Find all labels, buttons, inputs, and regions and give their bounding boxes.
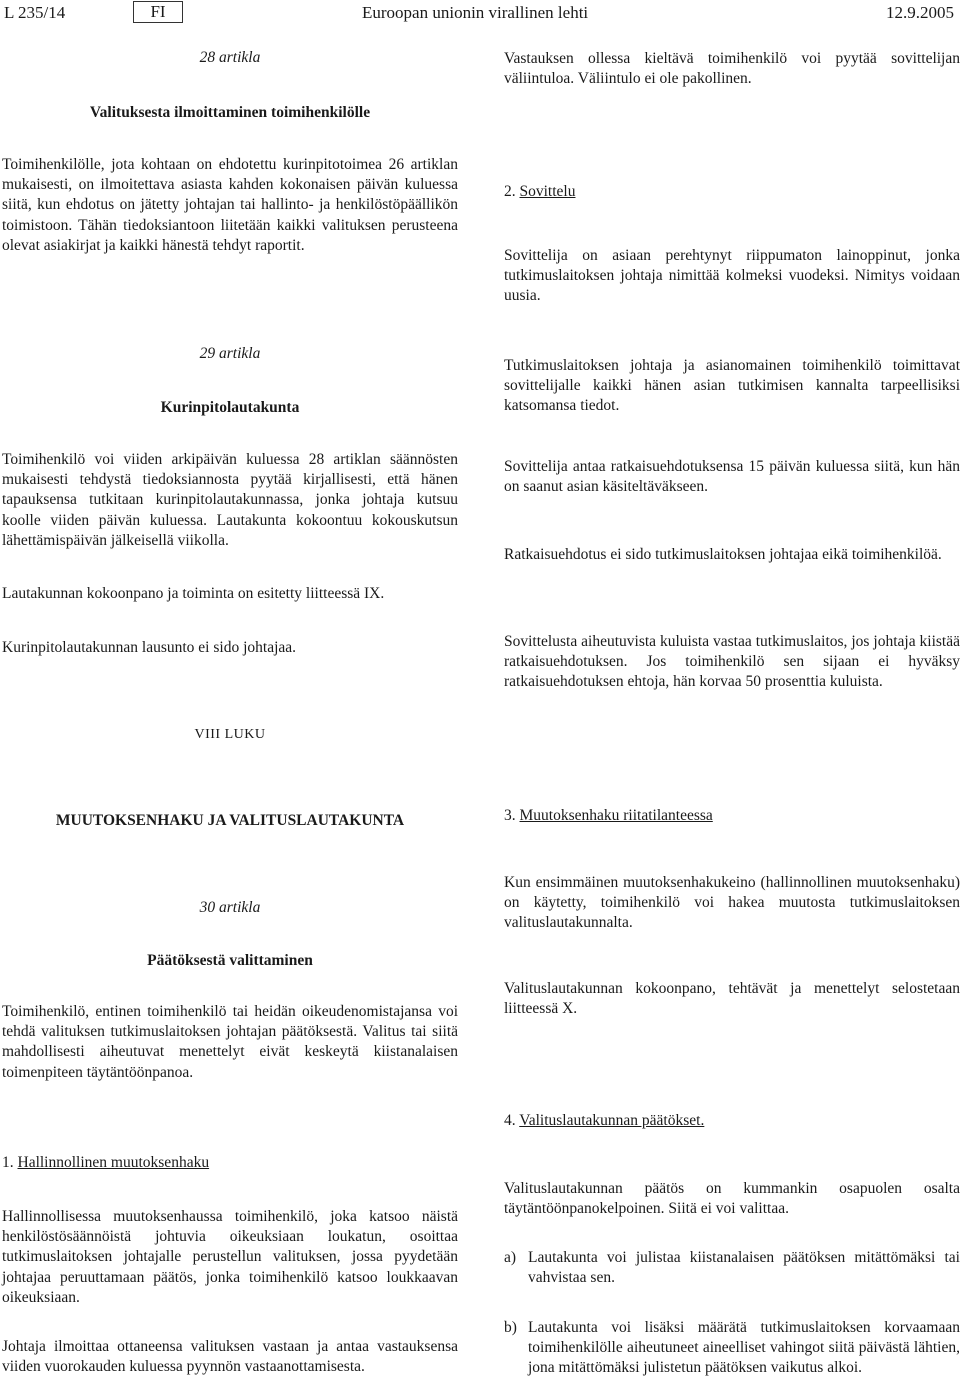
page-header — [0, 0, 960, 26]
article-29-number: 29 artikla — [199, 345, 261, 362]
list-item-a — [504, 1248, 960, 1288]
chapter-title: MUUTOKSENHAKU JA VALITUSLAUTAKUNTA — [55, 812, 405, 829]
list-item-b-text: Lautakunta voi lisäksi määrätä tutkimuslaitoksen korvaamaan toimihenkilölle aiheutuneet aineelliset vahingot siitä päivästä lähtien, jona mitättömäksi julistetun päätöksen vaikutus alkoi. — [528, 1319, 960, 1377]
section-3-title: Muutoksenhaku riitatilanteessa — [519, 807, 713, 824]
section-3-paragraph-2: Valituslautakunnan kokoonpano, tehtävät ja menettelyt selostetaan liitteessä X. — [504, 980, 960, 1018]
section-2-paragraph-5: Sovittelusta aiheutuvista kuluista vastaa tutkimuslaitos, jos johtaja kiistää ratkaisuehdotuksen. Jos toimihenkilö sen sijaan ei hyväksy ratkaisuehdotuksen ehtoja, hän korvaa 50 prosenttia kuluista. — [504, 633, 960, 691]
publication-date: 12.9.2005 — [886, 3, 954, 22]
section-2-paragraph-2: Tutkimuslaitoksen johtaja ja asianomainen toimihenkilö toimittavat sovittelijalle kaikki hänen asian tutkimisen kannalta tarpeellisiksi katsomansa tiedot. — [504, 357, 960, 415]
section-2-title: Sovittelu — [519, 183, 576, 200]
section-4-heading — [504, 1111, 960, 1131]
list-item-b-label: b) — [504, 1319, 517, 1336]
section-1-paragraph-1: Hallinnollisessa muutoksenhaussa toimihenkilö, joka katsoo näistä henkilöstösäännöistä johtuvia oikeuksiaan loukatun, osoittaa tutkimuslaitoksen johtajalle perustellun valituksen, jossa pyydetään johtajaa peruuttamaan päätös, jonka toimihenkilö katsoo loukkaavan oikeuksiaan. — [2, 1208, 458, 1306]
language-code-box: FI — [133, 1, 183, 23]
section-3-paragraph-1: Kun ensimmäinen muutoksenhakukeino (hallinnollinen muutoksenhaku) on käytetty, toimihenkilö voi hakea muutosta tutkimuslaitoksen valituslautakunnalta. — [504, 874, 960, 932]
section-2-paragraph-3: Sovittelija antaa ratkaisuehdotuksensa 15 päivän kuluessa siitä, kun hän on saanut asian käsiteltäväkseen. — [504, 458, 960, 496]
section-2-paragraph-4: Ratkaisuehdotus ei sido tutkimuslaitoksen johtajaa eikä toimihenkilöä. — [504, 546, 942, 563]
section-4-paragraph-1: Valituslautakunnan päätös on kummankin osapuolen osalta täytäntöönpanokelpoinen. Siitä ei voi valittaa. — [504, 1180, 960, 1218]
section-3-number: 3. — [504, 807, 516, 824]
chapter-number: VIII LUKU — [194, 727, 266, 742]
article-29-paragraph-1: Toimihenkilö voi viiden arkipäivän kuluessa 28 artiklan säännösten mukaisesti tehdystä tiedoksiannosta pyytää kirjallisesti, että hänen tapauksensa tutkitaan kurinpitolautakunnassa, jonka johtaja kutsuu koolle viiden päivän kuluessa. Lautakunta kokoontuu kokouskutsun lähettämispäivän jälkeisellä viikolla. — [2, 451, 458, 549]
list-item-b — [504, 1318, 960, 1379]
list-item-a-text: Lautakunta voi julistaa kiistanalaisen päätöksen mitättömäksi tai vahvistaa sen. — [528, 1249, 960, 1287]
article-28-title: Valituksesta ilmoittaminen toimihenkilölle — [89, 104, 371, 121]
section-4-number: 4. — [504, 1112, 516, 1129]
page-reference: L 235/14 — [4, 3, 66, 22]
article-29-paragraph-2: Lautakunnan kokoonpano ja toiminta on esitetty liitteessä IX. — [2, 585, 385, 602]
section-2-paragraph-1: Sovittelija on asiaan perehtynyt riippumaton lainoppinut, jonka tutkimuslaitoksen johtaja nimittää kolmeksi vuodeksi. Nimitys voidaan uusia. — [504, 247, 960, 305]
article-30-paragraph-1: Toimihenkilö, entinen toimihenkilö tai heidän oikeudenomistajansa voi tehdä valituksen tutkimuslaitoksen johtajan päätöksestä. Valitus tai siitä mahdollisesti aiheutuvat menettelyt eivät keskeytä kiistanalaisen toimenpiteen täytäntöönpanoa. — [2, 1003, 458, 1081]
mediation-intro-paragraph: Vastauksen ollessa kieltävä toimihenkilö voi pyytää sovittelijan väliintuloa. Väliintulo ei ole pakollinen. — [504, 50, 960, 88]
section-3-heading — [504, 806, 960, 826]
article-29-paragraph-3: Kurinpitolautakunnan lausunto ei sido johtajaa. — [2, 639, 297, 656]
section-4-title: Valituslautakunnan päätökset. — [519, 1112, 705, 1129]
section-1-paragraph-2: Johtaja ilmoittaa ottaneensa valituksen vastaan ja antaa vastauksensa viiden vuorokauden kuluessa pyynnön vastaanottamisesta. — [2, 1338, 458, 1376]
article-28-number: 28 artikla — [199, 49, 261, 66]
section-1-number: 1. — [2, 1154, 14, 1171]
article-28-text: Toimihenkilölle, jota kohtaan on ehdotettu kurinpitotoimea 26 artiklan mukaisesti, on ilmoitettava asiasta kahden kokonaisen päivän kuluessa siitä, kun ehdotus on jätetty johtajan tai hallinto- ja henkilöstöpäällikön toimistoon. Tähän tiedoksiantoon liitetään kaikki valituksen perusteena olevat asiakirjat ja kaikki hänestä tehdyt raportit. — [2, 156, 458, 254]
article-30-title: Päätöksestä valittaminen — [147, 952, 313, 969]
section-2-heading — [504, 182, 960, 202]
journal-title: Euroopan unionin virallinen lehti — [362, 3, 589, 22]
article-30-number: 30 artikla — [199, 899, 261, 916]
section-1-heading — [2, 1153, 458, 1173]
section-1-title: Hallinnollinen muutoksenhaku — [17, 1154, 210, 1171]
section-2-number: 2. — [504, 183, 516, 200]
article-29-title: Kurinpitolautakunta — [160, 399, 300, 416]
list-item-a-label: a) — [504, 1249, 517, 1266]
